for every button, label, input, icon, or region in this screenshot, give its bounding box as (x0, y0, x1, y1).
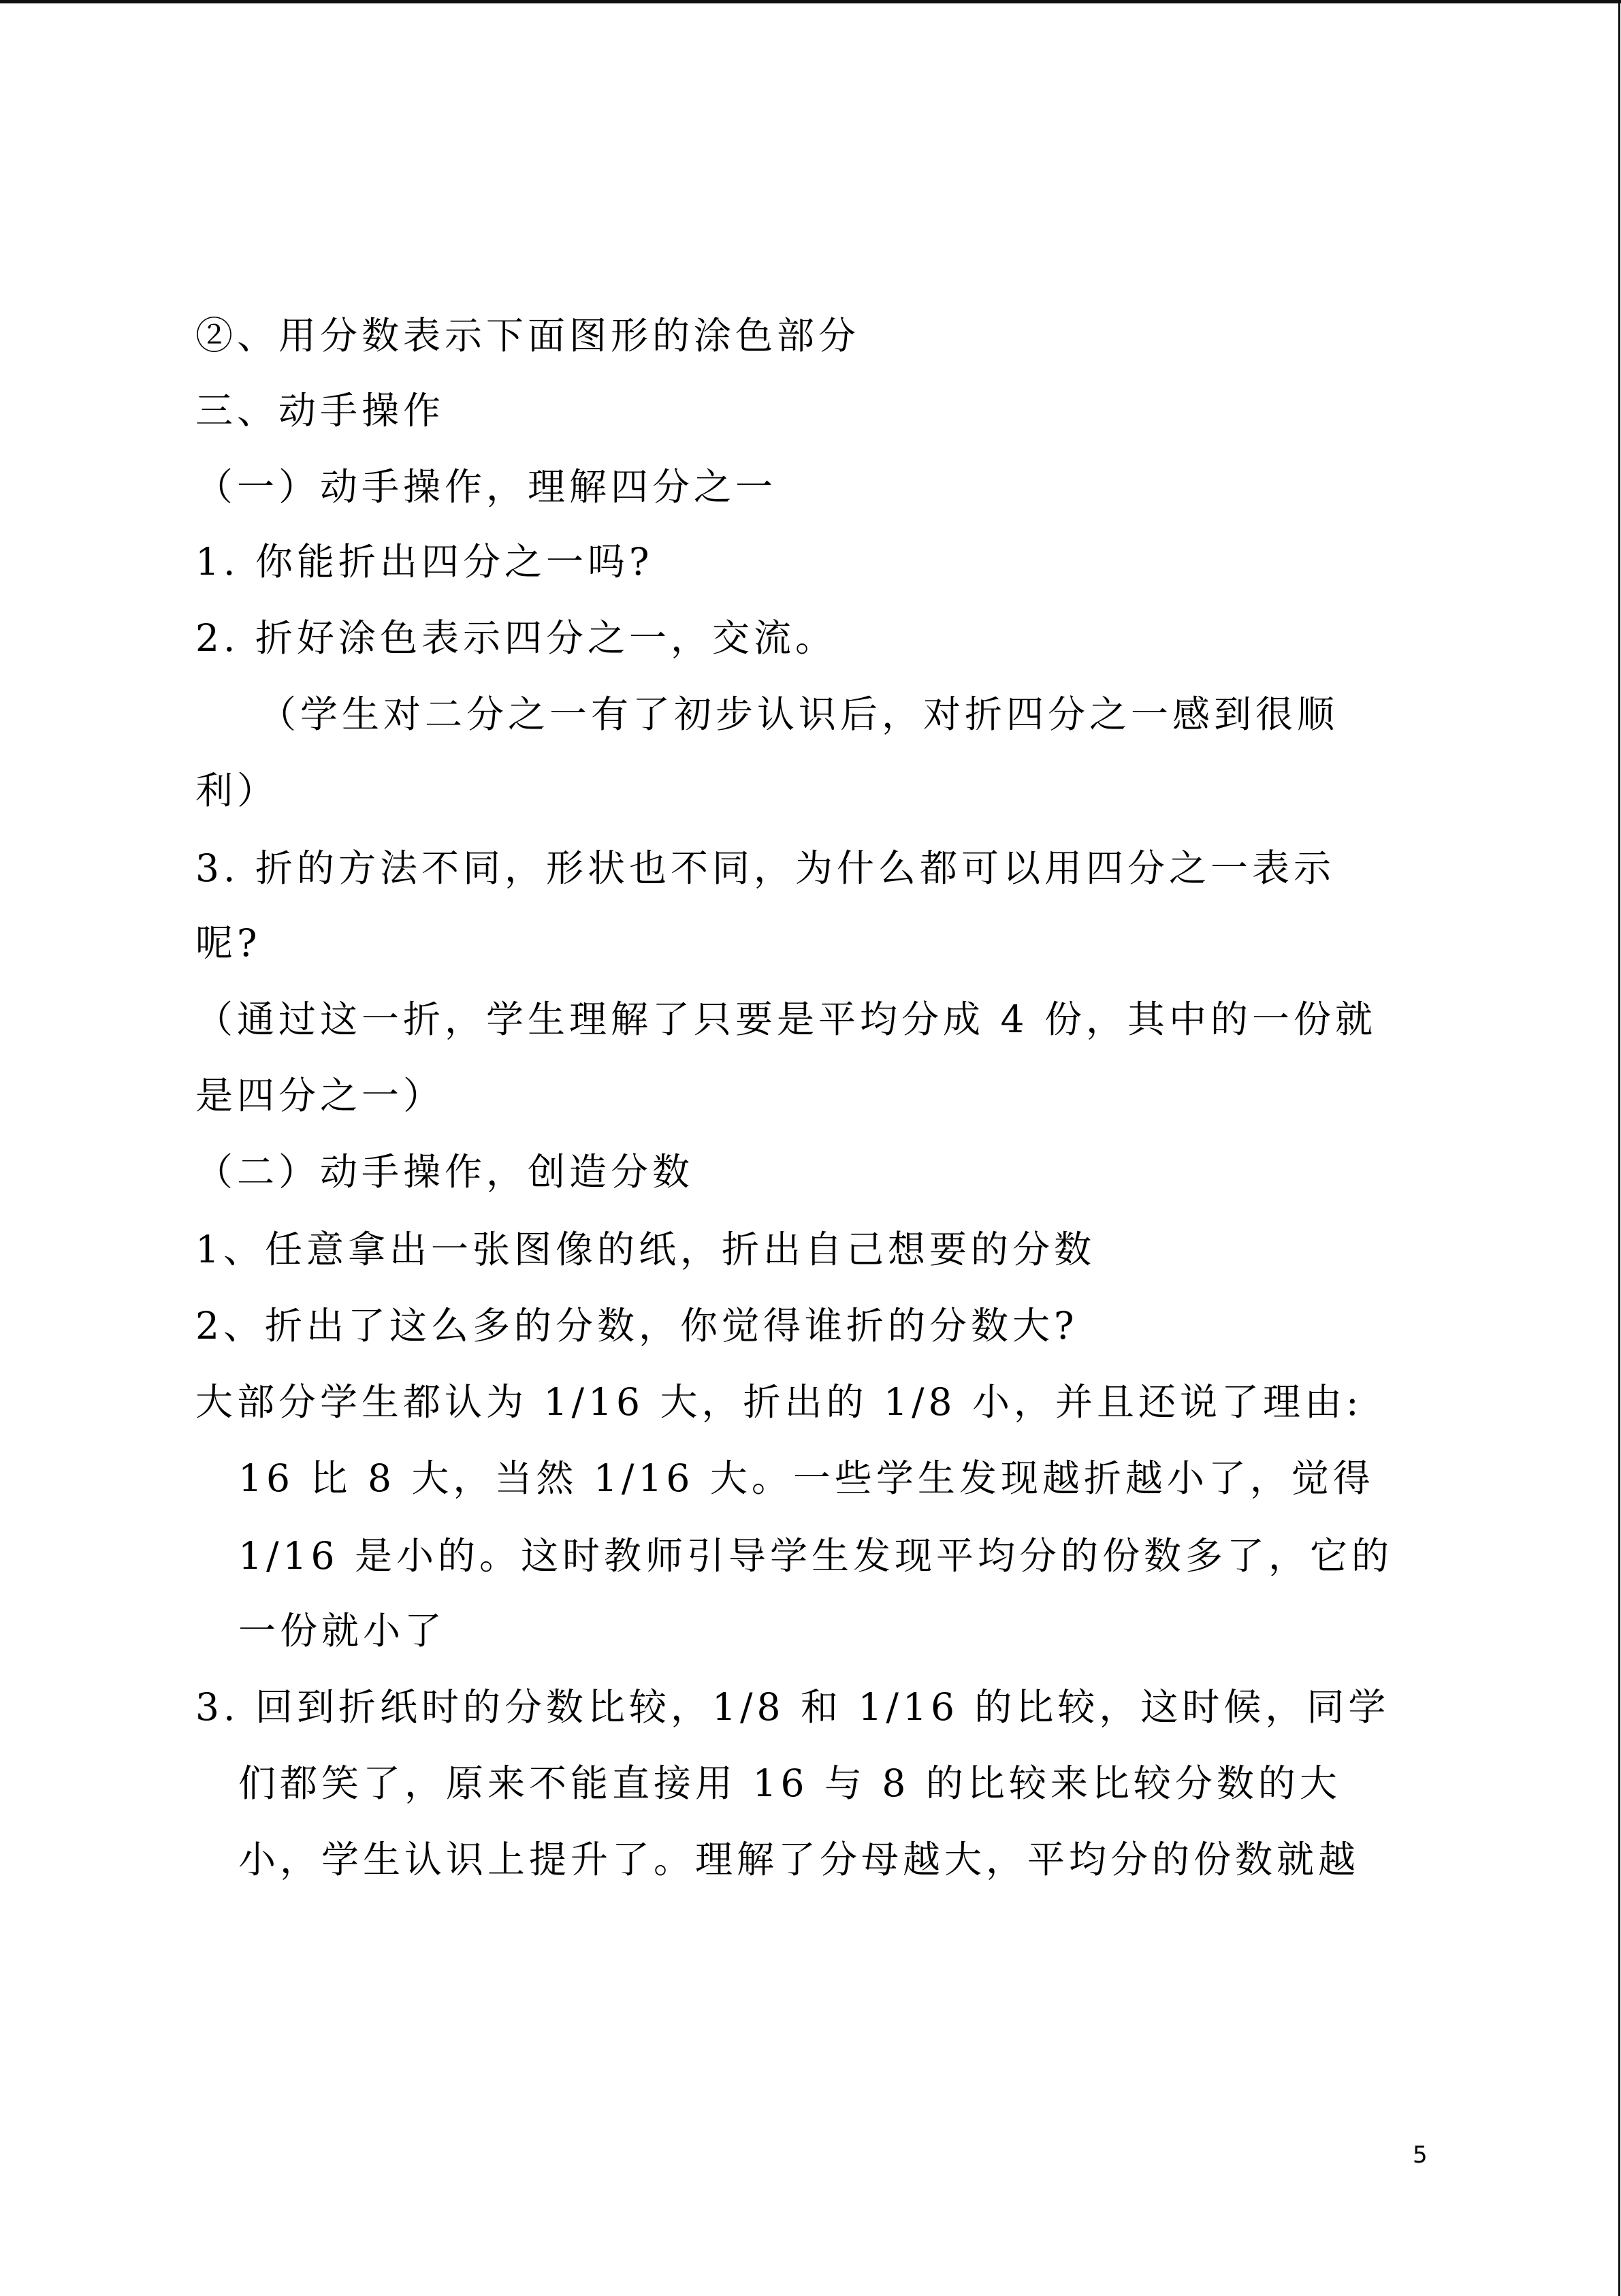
list-item-3: 3. 折的方法不同，形状也不同，为什么都可以用四分之一表示 (195, 846, 1335, 890)
list-item-1: 1. 你能折出四分之一吗? (195, 540, 654, 584)
list-item-b1: 1、任意拿出一张图像的纸，折出自己想要的分数 (195, 1228, 1095, 1271)
paragraph-student-reasoning-cont-2: 1/16 是小的。这时教师引导学生发现平均分的份数多了，它的 (238, 1534, 1393, 1578)
list-item-b3: 3. 回到折纸时的分数比较，1/8 和 1/16 的比较，这时候，同学 (195, 1685, 1390, 1729)
list-item-3-continued: 呢? (195, 921, 261, 965)
subsection-heading-one-quarter: （一）动手操作，理解四分之一 (195, 465, 777, 509)
list-item-2: 2. 折好涂色表示四分之一，交流。 (195, 616, 837, 660)
note-paragraph: （学生对二分之一有了初步认识后，对折四分之一感到很顺 (259, 692, 1339, 736)
list-item-instruction: ②、用分数表示下面图形的涂色部分 (195, 314, 861, 357)
paragraph-student-reasoning: 大部分学生都认为 1/16 大，折出的 1/8 小，并且还说了理由: (195, 1380, 1363, 1424)
paragraph-student-reasoning-cont-1: 16 比 8 大，当然 1/16 大。一些学生发现越折越小了，觉得 (238, 1456, 1375, 1500)
list-item-b3-cont-2: 小，学生认识上提升了。理解了分母越大，平均分的份数就越 (238, 1838, 1360, 1881)
note-paragraph-continued: 利） (195, 769, 279, 812)
list-item-b3-cont-1: 们都笑了，原来不能直接用 16 与 8 的比较来比较分数的大 (238, 1761, 1341, 1805)
page-edge-border (1618, 3, 1620, 2296)
page-number: 5 (1413, 2141, 1428, 2169)
section-heading-hands-on: 三、动手操作 (195, 389, 445, 432)
note-paragraph-2-continued: 是四分之一） (195, 1074, 445, 1117)
note-paragraph-2: （通过这一折，学生理解了只要是平均分成 4 份，其中的一份就 (195, 998, 1377, 1041)
list-item-b2: 2、折出了这么多的分数，你觉得谁折的分数大? (195, 1304, 1078, 1348)
subsection-heading-create-fractions: （二）动手操作，创造分数 (195, 1150, 694, 1194)
paragraph-student-reasoning-cont-3: 一份就小了 (238, 1609, 447, 1653)
